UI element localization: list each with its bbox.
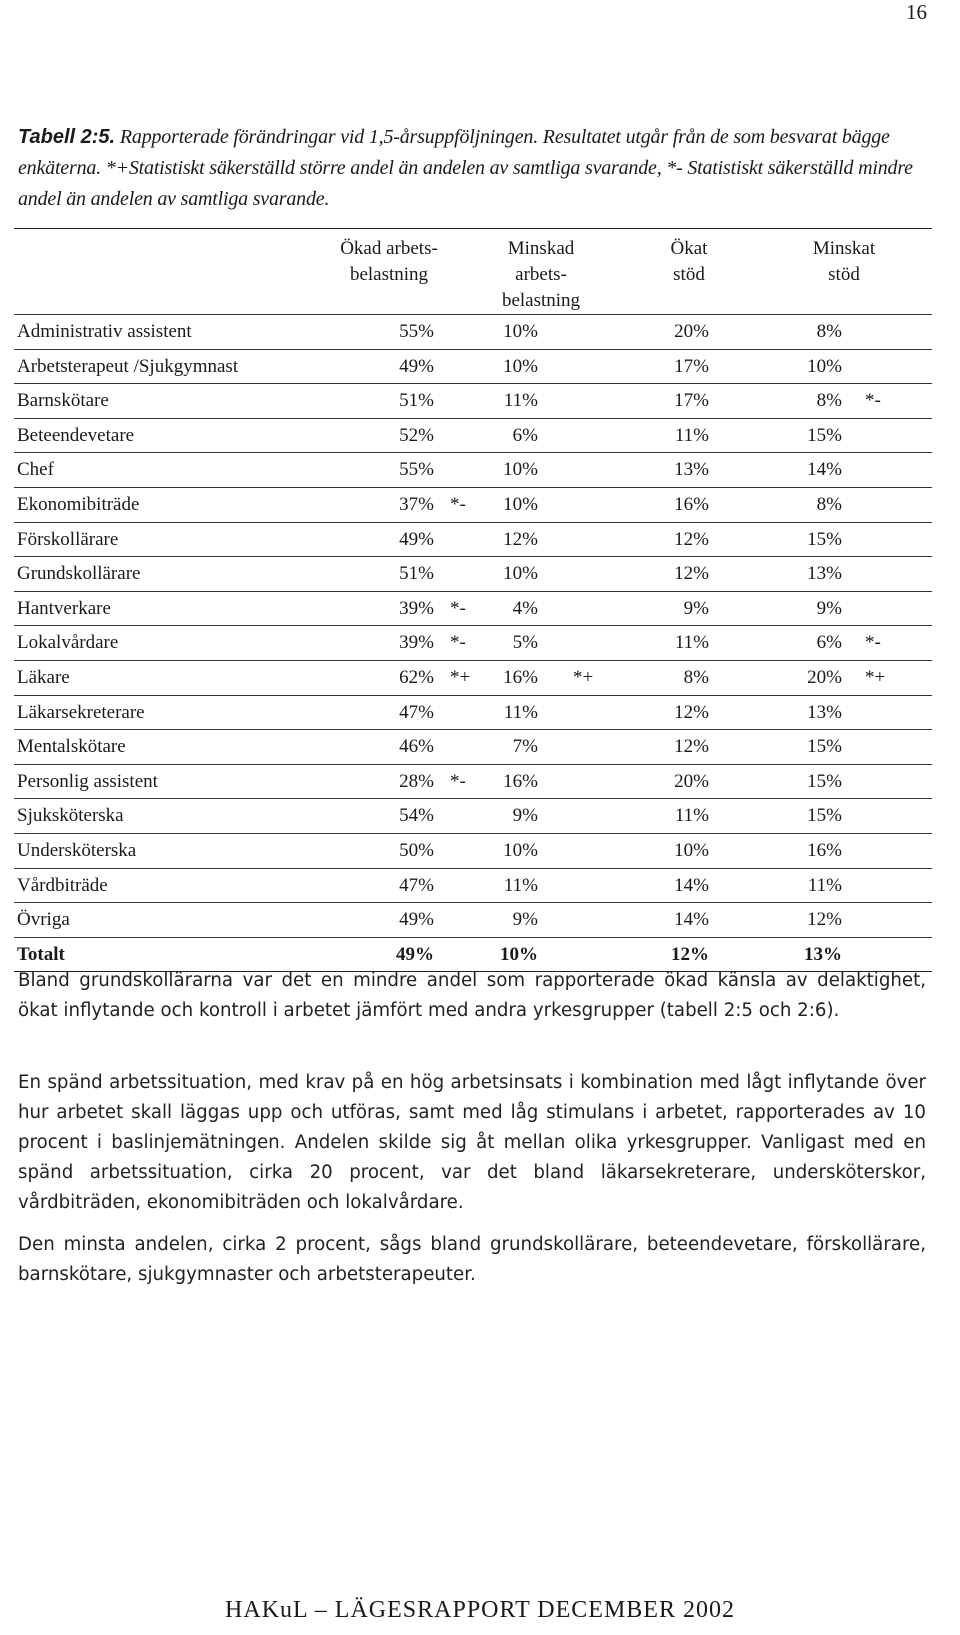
table-row [14,660,932,695]
cell-okat-stod: 16% [674,493,709,515]
cell-minskad: 16% [503,666,538,688]
cell-minskad: 11% [503,874,538,896]
cell-okad: 51% [399,390,434,412]
cell-minskad: 9% [512,805,538,827]
mark-okad: *- [450,597,466,619]
paragraph-1: Bland grundskollärarna var det en mindre andel som rapporterade ökad känsla av delaktighet, ökat inflytande och kontroll i arbetet jämfört med andra yrkesgrupper (tabell 2:5 och 2:6). [18,970,926,1021]
row-name: Läkarsekreterare [17,701,145,723]
cell-minskat-stod: 8% [816,390,842,412]
cell-minskat-stod: 12% [807,909,842,931]
row-name: Ekonomibiträde [17,493,140,515]
cell-okat-stod: 12% [674,563,709,585]
row-name: Beteendevetare [17,424,135,446]
cell-okat-stod: 11% [674,805,709,827]
table-row [14,695,932,730]
cell-okad: 28% [399,770,434,792]
cell-okat-stod: 14% [674,874,709,896]
row-name: Grundskollärare [17,563,141,585]
cell-okat-stod: 13% [674,459,709,481]
total-minskat-stod: 13% [804,943,842,965]
mark-minskad: *+ [573,666,594,688]
cell-minskad: 11% [503,390,538,412]
cell-minskad: 10% [503,563,538,585]
cell-minskad: 7% [512,736,538,758]
cell-minskad: 4% [512,597,538,619]
header-line: Minskat [812,238,876,259]
table-row [14,902,932,937]
cell-okad: 39% [399,597,434,619]
cell-minskad: 5% [512,632,538,654]
cell-okat-stod: 9% [683,597,709,619]
row-name: Undersköterska [17,839,137,861]
table-row [14,522,932,557]
cell-minskat-stod: 13% [807,701,842,723]
cell-okat-stod: 17% [674,390,709,412]
cell-minskad: 10% [503,459,538,481]
total-okad: 49% [396,943,434,965]
total-okat-stod: 12% [671,943,709,965]
row-name: Hantverkare [17,597,111,619]
table-row [14,798,932,833]
cell-okad: 55% [399,459,434,481]
page-number: 16 [906,0,927,24]
paragraph-3: Den minsta andelen, cirka 2 procent, sågs bland grundskollärare, beteendevetare, förskollärare, barnskötare, sjukgymnaster och arbetsterapeuter. [18,1234,926,1285]
table-header-row [14,229,932,314]
cell-okat-stod: 17% [674,355,709,377]
header-line: Ökad arbets- [340,238,438,259]
cell-minskat-stod: 8% [816,321,842,342]
table-row [14,452,932,487]
row-name: Sjuksköterska [17,805,124,827]
cell-minskat-stod: 6% [816,632,842,654]
cell-okat-stod: 12% [674,736,709,758]
cell-okad: 54% [399,805,434,827]
cell-minskat-stod: 13% [807,563,842,585]
mark-minskat-stod: *- [865,632,881,654]
table-row [14,314,932,349]
row-name: Personlig assistent [17,770,158,792]
header-minskat-stod [794,236,894,288]
cell-minskad: 10% [503,321,538,342]
header-line: Ökat [670,238,708,259]
cell-minskat-stod: 11% [807,874,842,896]
cell-minskat-stod: 15% [807,528,842,550]
table-row [14,833,932,868]
cell-minskat-stod: 15% [807,424,842,446]
cell-okat-stod: 11% [674,424,709,446]
cell-minskat-stod: 16% [807,839,842,861]
total-minskad: 10% [500,943,538,965]
table-row [14,487,932,522]
cell-okad: 46% [399,736,434,758]
table-row [14,764,932,799]
cell-okat-stod: 11% [674,632,709,654]
cell-okad: 49% [399,909,434,931]
cell-okad: 47% [399,874,434,896]
paragraph-2: En spänd arbetssituation, med krav på en hög arbetsinsats i kombination med lågt inflytande över hur arbetet skall läggas upp och utföras, samt med låg stimulans i arbetet, rapporterades av 10 procent i baslinjemätningen. Andelen skilde sig åt mellan olika yrkesgrupper. Vanligast med en spänd arbetssituation, cirka 20 procent, var det bland läkarsekreterare, undersköterskor, vårdbiträden, ekonomibiträden och lokalvårdare. [18,1072,926,1213]
cell-okat-stod: 20% [674,321,709,342]
results-table [14,228,932,972]
cell-okad: 49% [399,528,434,550]
cell-minskad: 10% [503,839,538,861]
page-footer: HAKuL – LÄGESRAPPORT DECEMBER 2002 [225,1597,735,1623]
cell-okad: 55% [399,321,434,342]
header-line: belastning [501,290,581,311]
cell-okat-stod: 10% [674,839,709,861]
row-name: Chef [17,459,54,481]
header-okat-stod [654,236,724,288]
cell-minskat-stod: 15% [807,736,842,758]
cell-okat-stod: 12% [674,701,709,723]
cell-minskad: 6% [512,424,538,446]
total-label: Totalt [17,943,65,965]
caption-text: Rapporterade förändringar vid 1,5-årsuppföljningen. Resultatet utgår från de som besvarat bägge enkäterna. *+Statistiskt säkerställd större andel än andelen av samtliga svarande, *- Statistiskt säkerställd mindre andel än andelen av samtliga svarande. [18,126,913,210]
row-name: Övriga [17,909,70,931]
header-okad-arbetsbelastning [319,236,459,288]
mark-okad: *- [450,632,466,654]
table-row [14,418,932,453]
cell-okat-stod: 8% [683,666,709,688]
caption-label: Tabell 2:5. [18,126,116,148]
mark-okad: *- [450,493,466,515]
cell-minskat-stod: 14% [807,459,842,481]
cell-minskad: 16% [503,770,538,792]
row-name: Barnskötare [17,390,109,412]
cell-okat-stod: 20% [674,770,709,792]
cell-minskat-stod: 15% [807,805,842,827]
header-line: stöd [828,264,860,285]
row-name: Administrativ assistent [17,321,192,342]
row-name: Arbetsterapeut /Sjukgymnast [17,355,239,377]
cell-minskat-stod: 9% [816,597,842,619]
cell-minskad: 10% [503,355,538,377]
cell-minskat-stod: 20% [807,666,842,688]
row-name: Läkare [17,666,70,688]
row-name: Förskollärare [17,528,119,550]
cell-minskad: 11% [503,701,538,723]
mark-okad: *- [450,770,466,792]
cell-okad: 49% [399,355,434,377]
cell-minskat-stod: 10% [807,355,842,377]
mark-minskat-stod: *- [865,390,881,412]
header-line: Minskad [507,238,575,259]
row-name: Vårdbiträde [17,874,108,896]
table-row [14,868,932,903]
table-row [14,591,932,626]
cell-minskad: 10% [503,493,538,515]
cell-okad: 62% [399,666,434,688]
table-caption [18,122,930,215]
table-row [14,383,932,418]
cell-okat-stod: 14% [674,909,709,931]
header-minskad-arbetsbelastning [481,236,601,314]
cell-okad: 52% [399,424,434,446]
table-row [14,556,932,591]
header-line: arbets- [515,264,567,285]
cell-minskat-stod: 8% [816,493,842,515]
table-row [14,625,932,660]
mark-minskat-stod: *+ [865,666,886,688]
cell-okad: 47% [399,701,434,723]
cell-okat-stod: 12% [674,528,709,550]
cell-okad: 37% [399,493,434,515]
header-line: belastning [349,264,429,285]
cell-minskad: 12% [503,528,538,550]
cell-minskat-stod: 15% [807,770,842,792]
row-name: Lokalvårdare [17,632,119,654]
row-name: Mentalskötare [17,736,126,758]
table-body [14,314,932,937]
cell-okad: 50% [399,839,434,861]
cell-minskad: 9% [512,909,538,931]
header-line: stöd [673,264,705,285]
table-row [14,729,932,764]
table-row [14,349,932,384]
cell-okad: 39% [399,632,434,654]
mark-okad: *+ [450,666,471,688]
cell-okad: 51% [399,563,434,585]
